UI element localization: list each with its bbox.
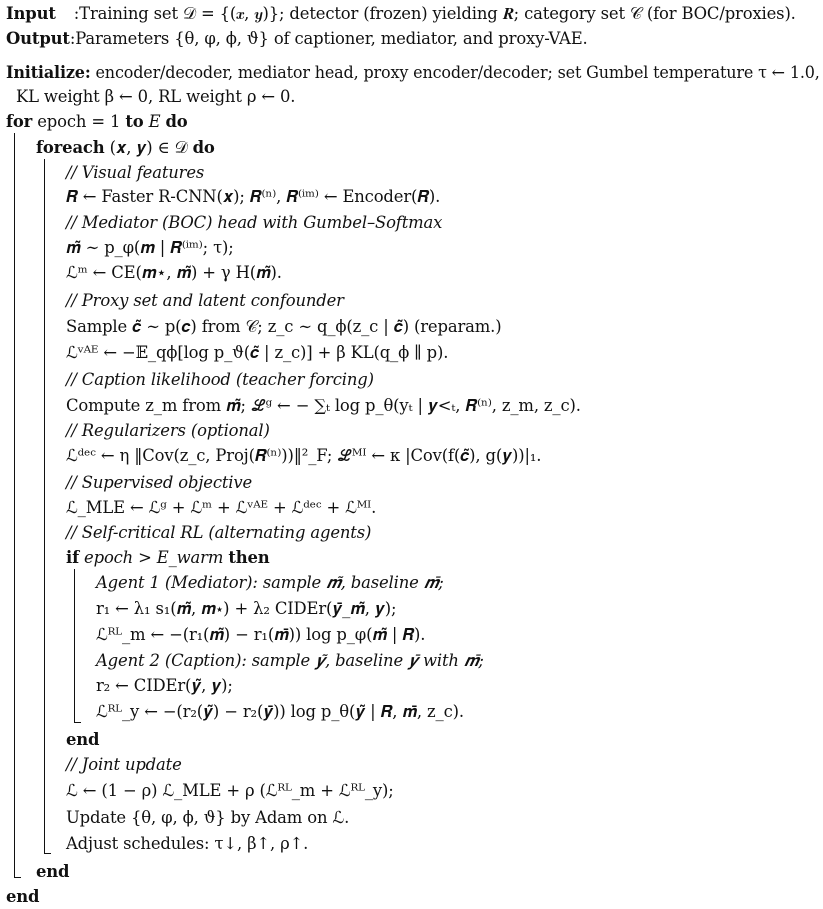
end-for: end bbox=[6, 887, 40, 906]
init-text: encoder/decoder, mediator head, proxy encoder/decoder; set Gumbel temperature τ ← 1.0, bbox=[95, 63, 820, 82]
init-line-2 bbox=[16, 86, 295, 108]
init-label: Initialize: bbox=[6, 63, 91, 82]
comment-regularizers: // Regularizers (optional) bbox=[66, 421, 270, 440]
output-line bbox=[6, 28, 588, 50]
for-block-hook bbox=[14, 877, 21, 878]
line-mediator-loss: ℒᵐ ← CE(𝒎⋆, 𝒎̃) + γ H(𝒎̃). bbox=[66, 263, 282, 282]
line-reward2: r₂ ← CIDEr(𝒚̃, 𝒚); bbox=[96, 676, 233, 695]
comment-mediator: // Mediator (BOC) head with Gumbel–Softmax bbox=[66, 213, 443, 232]
for-range: epoch = 1 bbox=[37, 112, 121, 131]
line-visual-encode: 𝑹 ← Faster R-CNN(𝒙); 𝑹⁽ⁿ⁾, 𝑹⁽ⁱᵐ⁾ ← Encoder(𝑹). bbox=[66, 187, 441, 206]
init-text-2: KL weight β ← 0, RL weight ρ ← 0. bbox=[16, 87, 296, 106]
line-regularizers: ℒᵈᵉᶜ ← η ‖Cov(z_c, Proj(𝑹⁽ⁿ⁾))‖²_F; ℒᴹᴵ ← κ |Cov(f(𝒄̃), g(𝒚))|₁. bbox=[66, 446, 542, 465]
comment-visual-features: // Visual features bbox=[66, 163, 205, 182]
if-keyword: if bbox=[66, 548, 79, 567]
line-rl-mediator: ℒᴿᴸ_m ← −(r₁(𝒎̃) − r₁(𝒎̄)) log p_φ(𝒎̃ | 𝑹). bbox=[96, 625, 426, 644]
line-agent2 bbox=[96, 650, 484, 672]
foreach-keyword: foreach bbox=[36, 138, 105, 157]
line-mediator-sample: 𝒎̃ ∼ p_φ(𝒎 | 𝑹⁽ⁱᵐ⁾; τ); bbox=[66, 238, 234, 257]
foreach-iter: (𝒙, 𝒚) ∈ 𝒟 bbox=[109, 138, 188, 157]
agent1-text: Agent 1 (Mediator): sample 𝒎̃, baseline 𝒎̄; bbox=[96, 573, 444, 592]
comment-joint: // Joint update bbox=[66, 755, 182, 774]
input-line bbox=[6, 3, 796, 25]
if-condition: epoch > E_warm bbox=[84, 548, 224, 567]
agent2-text: Agent 2 (Caption): sample 𝒚̃, baseline 𝒚̄ with 𝒎̄; bbox=[96, 651, 484, 670]
if-block-hook bbox=[74, 722, 81, 723]
output-text: :Parameters {θ, φ, ϕ, ϑ} of captioner, mediator, and proxy-VAE. bbox=[69, 29, 588, 48]
line-joint-loss: ℒ ← (1 − ρ) ℒ_MLE + ρ (ℒᴿᴸ_m + ℒᴿᴸ_y); bbox=[66, 781, 394, 800]
line-schedules: Adjust schedules: τ↓, β↑, ρ↑. bbox=[66, 834, 309, 853]
for-line bbox=[6, 111, 188, 133]
for-end-value: E bbox=[148, 112, 161, 131]
then-keyword: then bbox=[228, 548, 270, 567]
output-label: Output bbox=[6, 29, 70, 48]
end-if: end bbox=[66, 730, 100, 749]
for-keyword: for bbox=[6, 112, 33, 131]
line-agent1 bbox=[96, 572, 444, 594]
line-update: Update {θ, φ, ϕ, ϑ} by Adam on ℒ. bbox=[66, 808, 350, 827]
if-line bbox=[66, 547, 270, 569]
comment-caption: // Caption likelihood (teacher forcing) bbox=[66, 370, 374, 389]
input-text: :Training set 𝒟 = {(𝒙, 𝒚)}; detector (frozen) yielding 𝑹; category set 𝒞 (for BOC/proxies). bbox=[73, 4, 796, 23]
if-block-bar bbox=[74, 569, 75, 722]
foreach-block-hook bbox=[44, 853, 51, 854]
init-line bbox=[6, 62, 820, 84]
do-keyword: do bbox=[165, 112, 188, 131]
line-rl-caption: ℒᴿᴸ_y ← −(r₂(𝒚̃) − r₂(𝒚̄)) log p_θ(𝒚̃ | 𝑹, 𝒎̄, z_c). bbox=[96, 702, 464, 721]
line-mle-loss: ℒ_MLE ← ℒᵍ + ℒᵐ + ℒᵛᴬᴱ + ℒᵈᵉᶜ + ℒᴹᴵ. bbox=[66, 498, 377, 517]
input-label: Input bbox=[6, 4, 56, 23]
foreach-line bbox=[36, 137, 215, 159]
for-block-bar bbox=[14, 133, 15, 877]
line-reward1: r₁ ← λ₁ s₁(𝒎̃, 𝒎⋆) + λ₂ CIDEr(𝒚̄_𝒎̃, 𝒚); bbox=[96, 599, 397, 618]
to-keyword: to bbox=[125, 112, 144, 131]
line-proxy-sample: Sample 𝒄̃ ∼ p(𝒄) from 𝒞; z_c ∼ q_ϕ(z_c | 𝒄̃) (reparam.) bbox=[66, 317, 502, 336]
end-foreach: end bbox=[36, 862, 70, 881]
line-caption-loss: Compute z_m from 𝒎̃; ℒᵍ ← − ∑ₜ log p_θ(yₜ | 𝒚<ₜ, 𝑹⁽ⁿ⁾, z_m, z_c). bbox=[66, 396, 581, 415]
comment-rl: // Self-critical RL (alternating agents) bbox=[66, 523, 372, 542]
do-keyword-2: do bbox=[192, 138, 215, 157]
line-vae-loss: ℒᵛᴬᴱ ← −𝔼_qϕ[log p_ϑ(𝒄̃ | z_c)] + β KL(q_ϕ ∥ p). bbox=[66, 343, 449, 362]
comment-proxy: // Proxy set and latent confounder bbox=[66, 291, 344, 310]
comment-supervised: // Supervised objective bbox=[66, 473, 253, 492]
foreach-block-bar bbox=[44, 159, 45, 853]
